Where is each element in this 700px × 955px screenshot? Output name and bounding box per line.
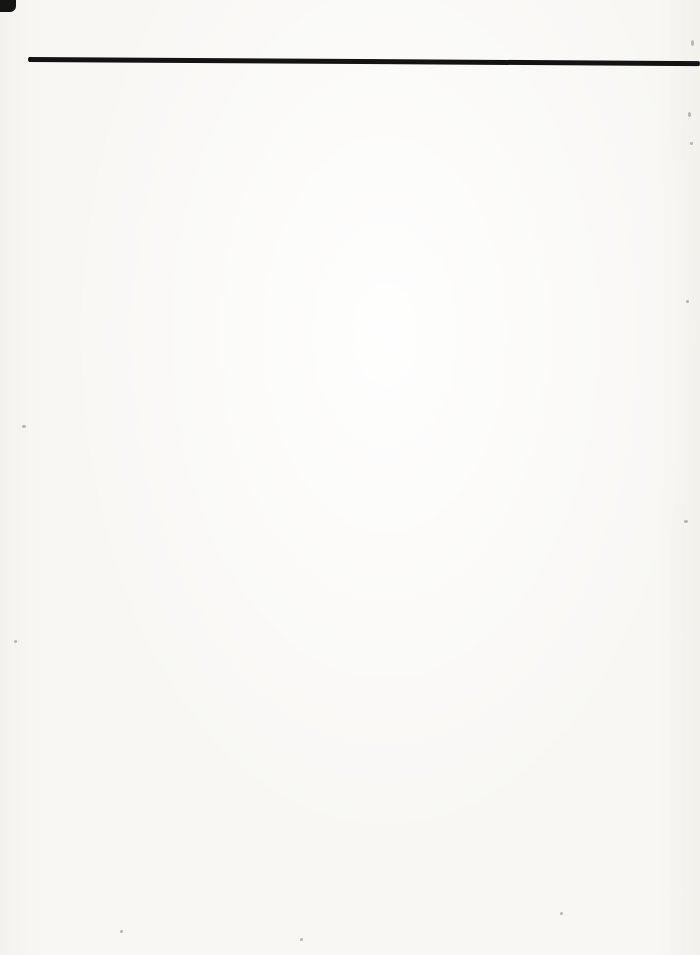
scan-speck [300,938,303,941]
scan-speck [691,40,694,46]
contents-title [0,65,700,74]
book-title [46,20,606,30]
scan-speck [684,520,688,523]
header-rule [28,57,700,66]
page-header [0,0,700,54]
scan-speck [686,300,689,303]
scan-speck [14,640,17,643]
scan-speck [690,142,693,145]
scan-speck [560,912,563,915]
scan-speck [22,425,26,428]
scan-speck [120,930,123,933]
scan-speck [688,112,691,117]
